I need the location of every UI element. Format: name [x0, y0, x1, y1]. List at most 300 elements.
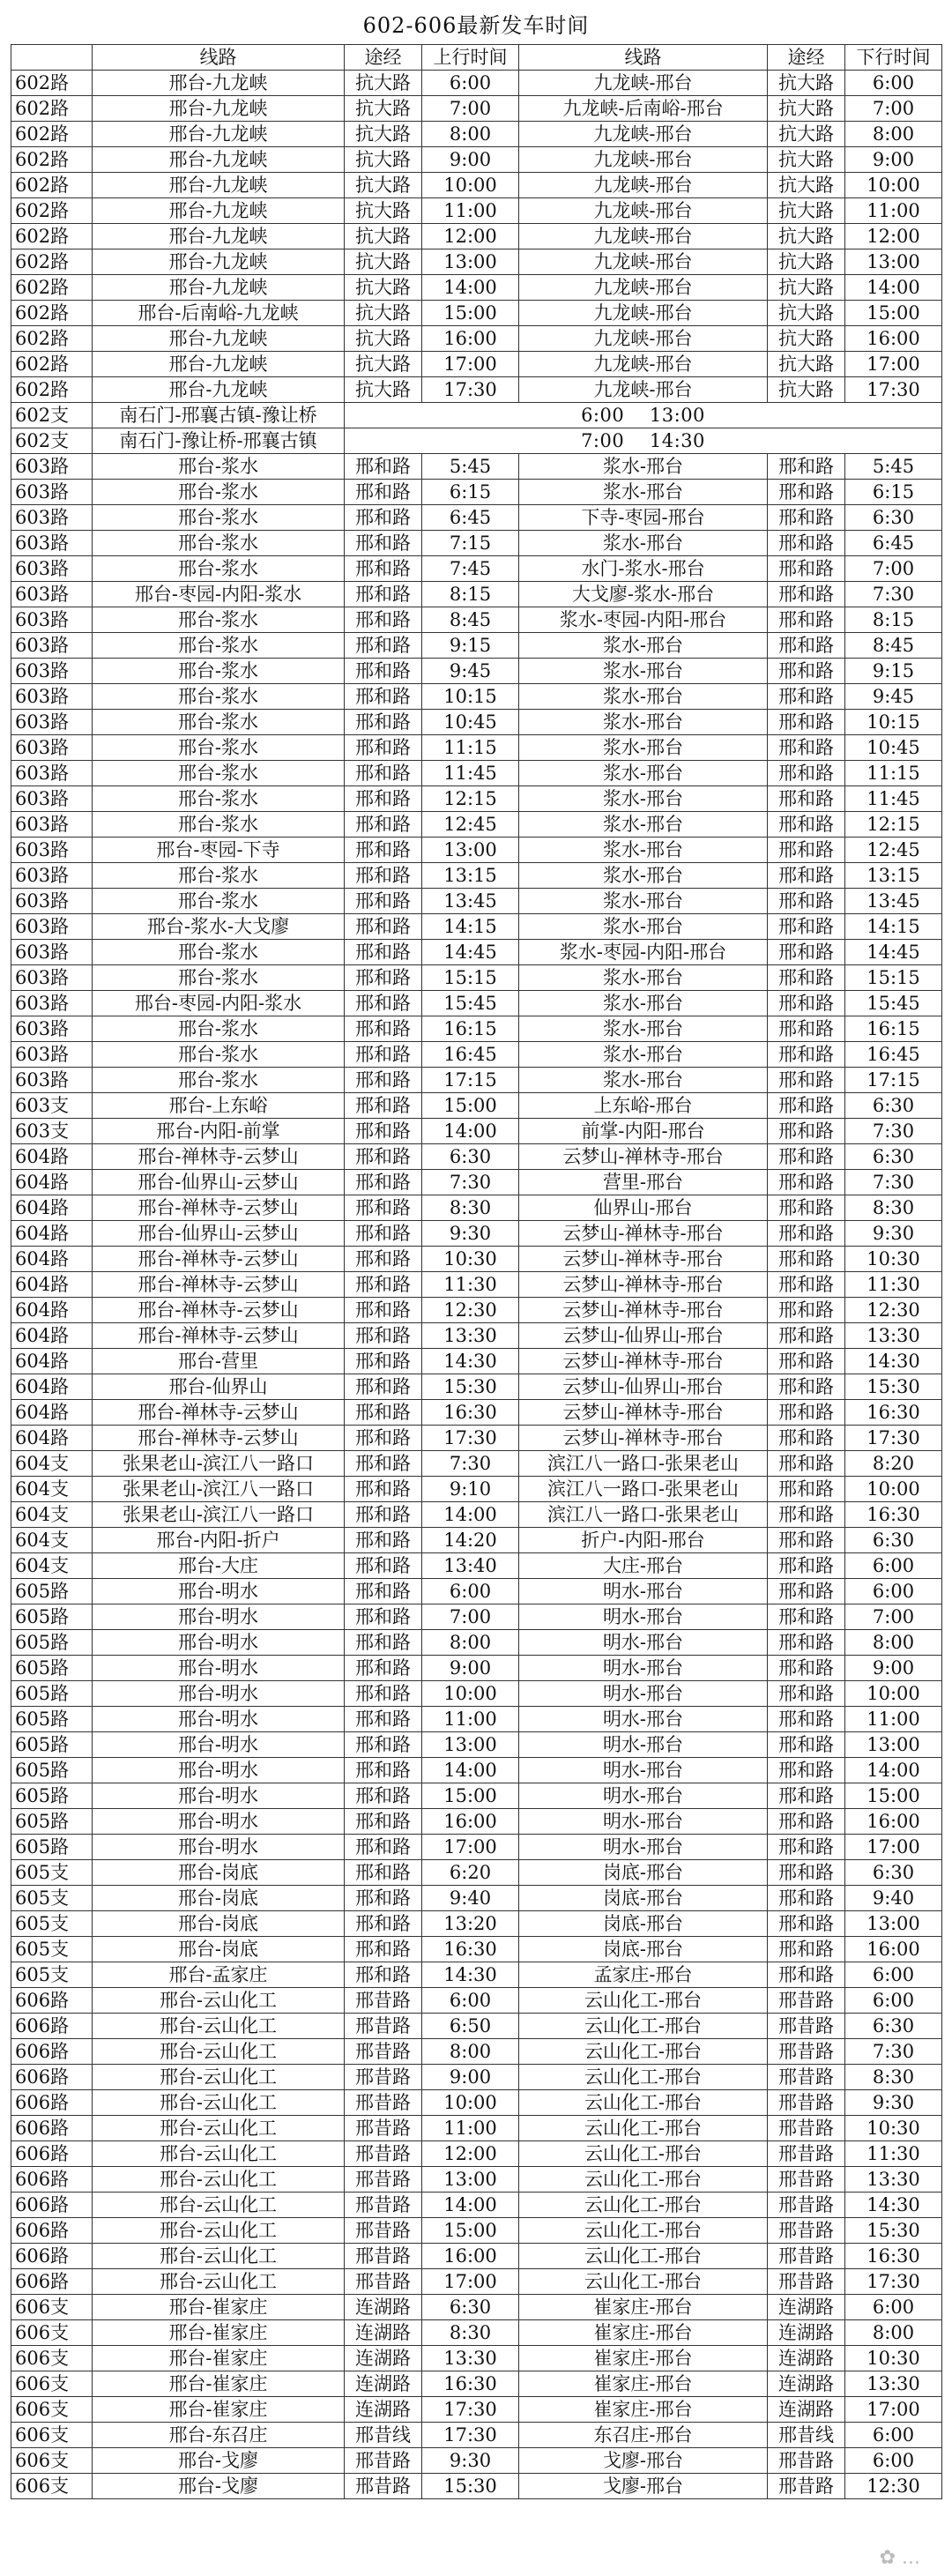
up-via-cell: 邢和路 — [345, 505, 422, 531]
table-row — [11, 940, 942, 965]
down-time-cell: 9:40 — [845, 1886, 942, 1911]
up-line-cell: 邢台-云山化工 — [93, 2193, 345, 2218]
down-line-cell: 水门-浆水-邢台 — [519, 556, 768, 582]
up-line-cell: 邢台-禅林寺-云梦山 — [93, 1426, 345, 1451]
up-time-cell: 12:00 — [422, 224, 519, 249]
down-time-cell: 14:45 — [845, 940, 942, 965]
up-time-cell: 14:00 — [422, 275, 519, 301]
table-row — [11, 1093, 942, 1119]
up-line-cell: 邢台-戈廖 — [93, 2474, 345, 2499]
up-line-cell: 邢台-崔家庄 — [93, 2397, 345, 2423]
table-row — [11, 2167, 942, 2193]
route-number-cell: 604路 — [11, 1323, 93, 1349]
down-via-cell: 邢和路 — [768, 991, 845, 1016]
down-via-cell: 邢昔路 — [768, 2039, 845, 2065]
up-time-cell: 6:30 — [422, 2295, 519, 2320]
up-time-cell: 12:15 — [422, 786, 519, 812]
up-line-cell: 邢台-禅林寺-云梦山 — [93, 1400, 345, 1426]
down-time-cell: 11:30 — [845, 1272, 942, 1298]
down-time-cell: 6:00 — [845, 1553, 942, 1579]
route-number-cell: 603路 — [11, 991, 93, 1016]
route-number-cell: 606支 — [11, 2423, 93, 2448]
up-time-cell: 13:45 — [422, 889, 519, 914]
table-row — [11, 1272, 942, 1298]
down-time-cell: 14:00 — [845, 275, 942, 301]
down-line-cell: 浆水-邢台 — [519, 480, 768, 505]
up-via-cell: 抗大路 — [345, 249, 422, 275]
up-via-cell: 邢和路 — [345, 1042, 422, 1068]
up-time-cell: 6:15 — [422, 480, 519, 505]
up-line-cell: 邢台-后南峪-九龙峡 — [93, 301, 345, 326]
col-header: 途经 — [345, 45, 422, 71]
timetable — [11, 44, 942, 2499]
down-via-cell: 邢和路 — [768, 1349, 845, 1374]
up-time-cell: 10:30 — [422, 1247, 519, 1272]
up-via-cell: 邢和路 — [345, 940, 422, 965]
up-time-cell: 15:30 — [422, 1374, 519, 1400]
route-number-cell: 604路 — [11, 1195, 93, 1221]
table-row — [11, 1451, 942, 1477]
down-line-cell: 云山化工-邢台 — [519, 2167, 768, 2193]
down-via-cell: 抗大路 — [768, 224, 845, 249]
up-via-cell: 邢和路 — [345, 863, 422, 889]
route-number-cell: 605路 — [11, 1656, 93, 1681]
route-number-cell: 602支 — [11, 428, 93, 454]
up-via-cell: 抗大路 — [345, 224, 422, 249]
down-line-cell: 云山化工-邢台 — [519, 2116, 768, 2141]
up-line-cell: 邢台-戈廖 — [93, 2448, 345, 2474]
up-time-cell: 16:30 — [422, 1400, 519, 1426]
up-via-cell: 邢昔路 — [345, 2448, 422, 2474]
down-via-cell: 抗大路 — [768, 198, 845, 224]
up-time-cell: 14:00 — [422, 1758, 519, 1783]
up-via-cell: 邢和路 — [345, 1374, 422, 1400]
up-time-cell: 13:15 — [422, 863, 519, 889]
route-number-cell: 602路 — [11, 301, 93, 326]
down-via-cell: 邢和路 — [768, 505, 845, 531]
route-number-cell: 603路 — [11, 914, 93, 940]
route-number-cell: 603路 — [11, 582, 93, 607]
up-line-cell: 邢台-浆水 — [93, 940, 345, 965]
up-time-cell: 12:45 — [422, 812, 519, 838]
route-number-cell: 603路 — [11, 684, 93, 710]
down-time-cell: 15:15 — [845, 965, 942, 991]
down-via-cell: 邢昔路 — [768, 2167, 845, 2193]
up-time-cell: 13:00 — [422, 249, 519, 275]
down-time-cell: 6:30 — [845, 1093, 942, 1119]
down-line-cell: 明水-邢台 — [519, 1835, 768, 1860]
table-row — [11, 1937, 942, 1962]
down-via-cell: 邢昔路 — [768, 2448, 845, 2474]
up-via-cell: 邢和路 — [345, 889, 422, 914]
route-number-cell: 603路 — [11, 454, 93, 480]
table-row — [11, 2346, 942, 2371]
down-via-cell: 抗大路 — [768, 96, 845, 122]
up-via-cell: 抗大路 — [345, 275, 422, 301]
up-line-cell: 邢台-禅林寺-云梦山 — [93, 1272, 345, 1298]
down-via-cell: 邢昔路 — [768, 2116, 845, 2141]
up-time-cell: 13:30 — [422, 2346, 519, 2371]
table-row — [11, 173, 942, 198]
route-number-cell: 606路 — [11, 2218, 93, 2244]
up-time-cell: 8:00 — [422, 2039, 519, 2065]
up-time-cell: 13:00 — [422, 1732, 519, 1758]
down-line-cell: 云山化工-邢台 — [519, 2218, 768, 2244]
up-time-cell: 9:00 — [422, 147, 519, 173]
up-time-cell: 9:00 — [422, 2065, 519, 2090]
up-time-cell: 12:30 — [422, 1298, 519, 1323]
down-line-cell: 东召庄-邢台 — [519, 2423, 768, 2448]
down-via-cell: 邢和路 — [768, 914, 845, 940]
route-number-cell: 605路 — [11, 1783, 93, 1809]
down-line-cell: 明水-邢台 — [519, 1783, 768, 1809]
table-row — [11, 786, 942, 812]
down-via-cell: 邢和路 — [768, 1323, 845, 1349]
route-number-cell: 603路 — [11, 607, 93, 633]
up-via-cell: 邢和路 — [345, 1630, 422, 1656]
table-row — [11, 1732, 942, 1758]
table-row — [11, 1247, 942, 1272]
down-line-cell: 浆水-枣园-内阳-邢台 — [519, 940, 768, 965]
down-time-cell: 12:45 — [845, 838, 942, 863]
down-time-cell: 7:00 — [845, 96, 942, 122]
up-time-cell: 11:45 — [422, 761, 519, 786]
up-via-cell: 邢昔路 — [345, 2141, 422, 2167]
table-row — [11, 1349, 942, 1374]
route-number-cell: 603路 — [11, 940, 93, 965]
up-time-cell: 9:40 — [422, 1886, 519, 1911]
up-line-cell: 邢台-云山化工 — [93, 2039, 345, 2065]
route-number-cell: 605支 — [11, 1962, 93, 1988]
down-via-cell: 邢和路 — [768, 480, 845, 505]
route-number-cell: 605路 — [11, 1681, 93, 1707]
up-time-cell: 8:30 — [422, 1195, 519, 1221]
table-row — [11, 122, 942, 147]
down-via-cell: 邢昔路 — [768, 2218, 845, 2244]
down-line-cell: 九龙峡-邢台 — [519, 198, 768, 224]
down-line-cell: 浆水-邢台 — [519, 735, 768, 761]
route-number-cell: 603路 — [11, 710, 93, 735]
table-row — [11, 2039, 942, 2065]
table-row — [11, 1221, 942, 1247]
up-time-cell: 17:00 — [422, 352, 519, 377]
down-time-cell: 14:30 — [845, 1349, 942, 1374]
up-line-cell: 邢台-崔家庄 — [93, 2371, 345, 2397]
down-time-cell: 10:30 — [845, 2346, 942, 2371]
down-line-cell: 崔家庄-邢台 — [519, 2346, 768, 2371]
table-row — [11, 428, 942, 454]
up-time-cell: 10:15 — [422, 684, 519, 710]
down-line-cell: 崔家庄-邢台 — [519, 2397, 768, 2423]
up-via-cell: 邢和路 — [345, 1502, 422, 1528]
down-time-cell: 7:00 — [845, 1604, 942, 1630]
route-number-cell: 602路 — [11, 249, 93, 275]
up-via-cell: 邢和路 — [345, 1195, 422, 1221]
table-row — [11, 965, 942, 991]
table-row — [11, 2193, 942, 2218]
down-line-cell: 浆水-邢台 — [519, 1016, 768, 1042]
up-time-cell: 14:00 — [422, 1502, 519, 1528]
down-line-cell: 浆水-邢台 — [519, 1042, 768, 1068]
down-via-cell: 邢和路 — [768, 1962, 845, 1988]
down-via-cell: 邢和路 — [768, 940, 845, 965]
up-line-cell: 邢台-云山化工 — [93, 2065, 345, 2090]
up-via-cell: 邢昔路 — [345, 1988, 422, 2014]
route-number-cell: 603路 — [11, 735, 93, 761]
route-number-cell: 604支 — [11, 1553, 93, 1579]
route-number-cell: 603支 — [11, 1119, 93, 1144]
up-line-cell: 邢台-浆水 — [93, 480, 345, 505]
down-line-cell: 云山化工-邢台 — [519, 2269, 768, 2295]
up-via-cell: 邢和路 — [345, 1247, 422, 1272]
up-line-cell: 邢台-枣园-内阳-浆水 — [93, 582, 345, 607]
route-number-cell: 603支 — [11, 1093, 93, 1119]
up-via-cell: 邢昔路 — [345, 2039, 422, 2065]
up-time-cell: 13:40 — [422, 1553, 519, 1579]
table-row — [11, 1962, 942, 1988]
table-row — [11, 1553, 942, 1579]
table-row — [11, 1502, 942, 1528]
down-time-cell: 10:00 — [845, 173, 942, 198]
up-time-cell: 11:00 — [422, 1707, 519, 1732]
route-number-cell: 606路 — [11, 1988, 93, 2014]
table-row — [11, 1579, 942, 1604]
down-via-cell: 邢和路 — [768, 1911, 845, 1937]
down-time-cell: 8:15 — [845, 607, 942, 633]
down-time-cell: 7:30 — [845, 582, 942, 607]
table-row — [11, 914, 942, 940]
up-line-cell: 邢台-禅林寺-云梦山 — [93, 1323, 345, 1349]
down-time-cell: 14:15 — [845, 914, 942, 940]
down-time-cell: 11:00 — [845, 198, 942, 224]
down-line-cell: 浆水-邢台 — [519, 863, 768, 889]
down-via-cell: 邢和路 — [768, 556, 845, 582]
down-via-cell: 抗大路 — [768, 122, 845, 147]
down-via-cell: 邢和路 — [768, 582, 845, 607]
down-line-cell: 明水-邢台 — [519, 1707, 768, 1732]
down-via-cell: 邢和路 — [768, 1119, 845, 1144]
table-row — [11, 710, 942, 735]
up-line-cell: 邢台-云山化工 — [93, 2167, 345, 2193]
route-number-cell: 605支 — [11, 1937, 93, 1962]
up-time-cell: 14:15 — [422, 914, 519, 940]
route-number-cell: 602路 — [11, 147, 93, 173]
up-time-cell: 16:00 — [422, 326, 519, 352]
down-line-cell: 九龙峡-邢台 — [519, 249, 768, 275]
up-time-cell: 14:30 — [422, 1962, 519, 1988]
up-time-cell: 8:00 — [422, 1630, 519, 1656]
down-via-cell: 抗大路 — [768, 377, 845, 403]
up-via-cell: 邢和路 — [345, 633, 422, 659]
up-via-cell: 连湖路 — [345, 2371, 422, 2397]
table-row — [11, 2320, 942, 2346]
down-time-cell: 8:00 — [845, 122, 942, 147]
up-via-cell: 邢和路 — [345, 1604, 422, 1630]
down-time-cell: 16:00 — [845, 1937, 942, 1962]
up-line-cell: 邢台-内阳-前掌 — [93, 1119, 345, 1144]
route-number-cell: 606路 — [11, 2269, 93, 2295]
up-line-cell: 邢台-浆水 — [93, 607, 345, 633]
up-via-cell: 邢和路 — [345, 1144, 422, 1170]
up-time-cell: 8:45 — [422, 607, 519, 633]
down-via-cell: 邢和路 — [768, 1835, 845, 1860]
up-time-cell: 17:00 — [422, 1835, 519, 1860]
up-line-cell: 邢台-浆水 — [93, 505, 345, 531]
down-via-cell: 邢和路 — [768, 812, 845, 838]
down-via-cell: 邢和路 — [768, 1937, 845, 1962]
up-via-cell: 邢和路 — [345, 531, 422, 556]
up-via-cell: 抗大路 — [345, 147, 422, 173]
down-time-cell: 6:00 — [845, 1988, 942, 2014]
route-number-cell: 603路 — [11, 1042, 93, 1068]
route-number-cell: 603路 — [11, 1016, 93, 1042]
up-line-cell: 邢台-云山化工 — [93, 2014, 345, 2039]
up-time-cell: 15:15 — [422, 965, 519, 991]
down-time-cell: 6:00 — [845, 2295, 942, 2320]
timetable-body — [11, 71, 942, 2499]
up-via-cell: 邢和路 — [345, 1656, 422, 1681]
up-line-cell: 邢台-云山化工 — [93, 2116, 345, 2141]
down-via-cell: 邢和路 — [768, 889, 845, 914]
table-row — [11, 1758, 942, 1783]
down-line-cell: 浆水-邢台 — [519, 812, 768, 838]
down-via-cell: 邢和路 — [768, 1221, 845, 1247]
up-time-cell: 14:00 — [422, 2193, 519, 2218]
down-time-cell: 17:00 — [845, 352, 942, 377]
up-line-cell: 张果老山-滨江八一路口 — [93, 1451, 345, 1477]
up-line-cell: 张果老山-滨江八一路口 — [93, 1477, 345, 1502]
route-number-cell: 605支 — [11, 1860, 93, 1886]
up-via-cell: 邢和路 — [345, 1119, 422, 1144]
route-number-cell: 605路 — [11, 1707, 93, 1732]
table-row — [11, 2448, 942, 2474]
down-time-cell: 16:15 — [845, 1016, 942, 1042]
up-line-cell: 邢台-云山化工 — [93, 2269, 345, 2295]
route-number-cell: 602路 — [11, 71, 93, 96]
down-via-cell: 邢和路 — [768, 633, 845, 659]
down-via-cell: 邢和路 — [768, 1247, 845, 1272]
down-line-cell: 大庄-邢台 — [519, 1553, 768, 1579]
up-time-cell: 10:00 — [422, 173, 519, 198]
table-row — [11, 480, 942, 505]
up-time-cell: 9:00 — [422, 1656, 519, 1681]
down-time-cell: 7:30 — [845, 1119, 942, 1144]
down-via-cell: 邢和路 — [768, 863, 845, 889]
up-via-cell: 邢和路 — [345, 1681, 422, 1707]
table-row — [11, 2218, 942, 2244]
up-line-cell: 邢台-九龙峡 — [93, 173, 345, 198]
down-line-cell: 明水-邢台 — [519, 1579, 768, 1604]
route-number-cell: 602支 — [11, 403, 93, 428]
down-line-cell: 云山化工-邢台 — [519, 2244, 768, 2269]
down-via-cell: 邢和路 — [768, 1681, 845, 1707]
down-time-cell: 15:30 — [845, 1374, 942, 1400]
table-row — [11, 1681, 942, 1707]
down-via-cell: 邢昔路 — [768, 2474, 845, 2499]
route-number-cell: 605路 — [11, 1758, 93, 1783]
table-row — [11, 1016, 942, 1042]
up-line-cell: 邢台-浆水 — [93, 684, 345, 710]
down-line-cell: 九龙峡-邢台 — [519, 71, 768, 96]
up-line-cell: 邢台-浆水 — [93, 761, 345, 786]
down-time-cell: 9:00 — [845, 147, 942, 173]
up-line-cell: 邢台-浆水 — [93, 812, 345, 838]
up-via-cell: 邢和路 — [345, 914, 422, 940]
down-time-cell: 11:45 — [845, 786, 942, 812]
down-line-cell: 云山化工-邢台 — [519, 2193, 768, 2218]
up-via-cell: 邢和路 — [345, 454, 422, 480]
up-via-cell: 邢和路 — [345, 1016, 422, 1042]
route-number-cell: 602路 — [11, 198, 93, 224]
down-line-cell: 折户-内阳-邢台 — [519, 1528, 768, 1553]
down-via-cell: 连湖路 — [768, 2320, 845, 2346]
table-row — [11, 812, 942, 838]
down-time-cell: 6:00 — [845, 2448, 942, 2474]
up-time-cell: 14:30 — [422, 1349, 519, 1374]
down-line-cell: 云梦山-禅林寺-邢台 — [519, 1426, 768, 1451]
down-line-cell: 岗底-邢台 — [519, 1886, 768, 1911]
table-row — [11, 1630, 942, 1656]
up-via-cell: 邢和路 — [345, 1426, 422, 1451]
up-line-cell: 邢台-九龙峡 — [93, 147, 345, 173]
table-row — [11, 2014, 942, 2039]
up-line-cell: 邢台-明水 — [93, 1656, 345, 1681]
table-row — [11, 377, 942, 403]
table-row — [11, 2116, 942, 2141]
down-line-cell: 云山化工-邢台 — [519, 2014, 768, 2039]
up-via-cell: 邢和路 — [345, 607, 422, 633]
up-time-cell: 6:50 — [422, 2014, 519, 2039]
up-via-cell: 邢和路 — [345, 710, 422, 735]
up-line-cell: 邢台-九龙峡 — [93, 198, 345, 224]
up-line-cell: 邢台-明水 — [93, 1681, 345, 1707]
up-via-cell: 邢和路 — [345, 1298, 422, 1323]
up-line-cell: 邢台-云山化工 — [93, 2090, 345, 2116]
up-via-cell: 抗大路 — [345, 377, 422, 403]
table-row — [11, 2295, 942, 2320]
down-time-cell: 15:00 — [845, 301, 942, 326]
route-number-cell: 602路 — [11, 96, 93, 122]
down-via-cell: 邢和路 — [768, 786, 845, 812]
down-time-cell: 8:30 — [845, 2065, 942, 2090]
up-line-cell: 南石门-豫让桥-邢襄古镇 — [93, 428, 345, 454]
up-time-cell: 8:15 — [422, 582, 519, 607]
route-number-cell: 603路 — [11, 761, 93, 786]
up-line-cell: 邢台-东召庄 — [93, 2423, 345, 2448]
up-line-cell: 邢台-九龙峡 — [93, 96, 345, 122]
down-via-cell: 邢和路 — [768, 1579, 845, 1604]
down-via-cell: 邢昔线 — [768, 2423, 845, 2448]
table-row — [11, 1144, 942, 1170]
up-time-cell: 14:00 — [422, 1119, 519, 1144]
up-via-cell: 邢和路 — [345, 1068, 422, 1093]
down-time-cell: 10:00 — [845, 1477, 942, 1502]
up-via-cell: 连湖路 — [345, 2346, 422, 2371]
up-time-cell: 13:20 — [422, 1911, 519, 1937]
down-time-cell: 6:00 — [845, 1579, 942, 1604]
down-via-cell: 抗大路 — [768, 326, 845, 352]
down-time-cell: 12:30 — [845, 1298, 942, 1323]
up-via-cell: 邢和路 — [345, 965, 422, 991]
up-line-cell: 邢台-岗底 — [93, 1886, 345, 1911]
down-via-cell: 邢和路 — [768, 1144, 845, 1170]
down-line-cell: 云梦山-禅林寺-邢台 — [519, 1221, 768, 1247]
up-line-cell: 邢台-云山化工 — [93, 2141, 345, 2167]
up-line-cell: 邢台-浆水 — [93, 659, 345, 684]
down-line-cell: 九龙峡-后南峪-邢台 — [519, 96, 768, 122]
down-via-cell: 邢和路 — [768, 1400, 845, 1426]
table-row — [11, 2269, 942, 2295]
